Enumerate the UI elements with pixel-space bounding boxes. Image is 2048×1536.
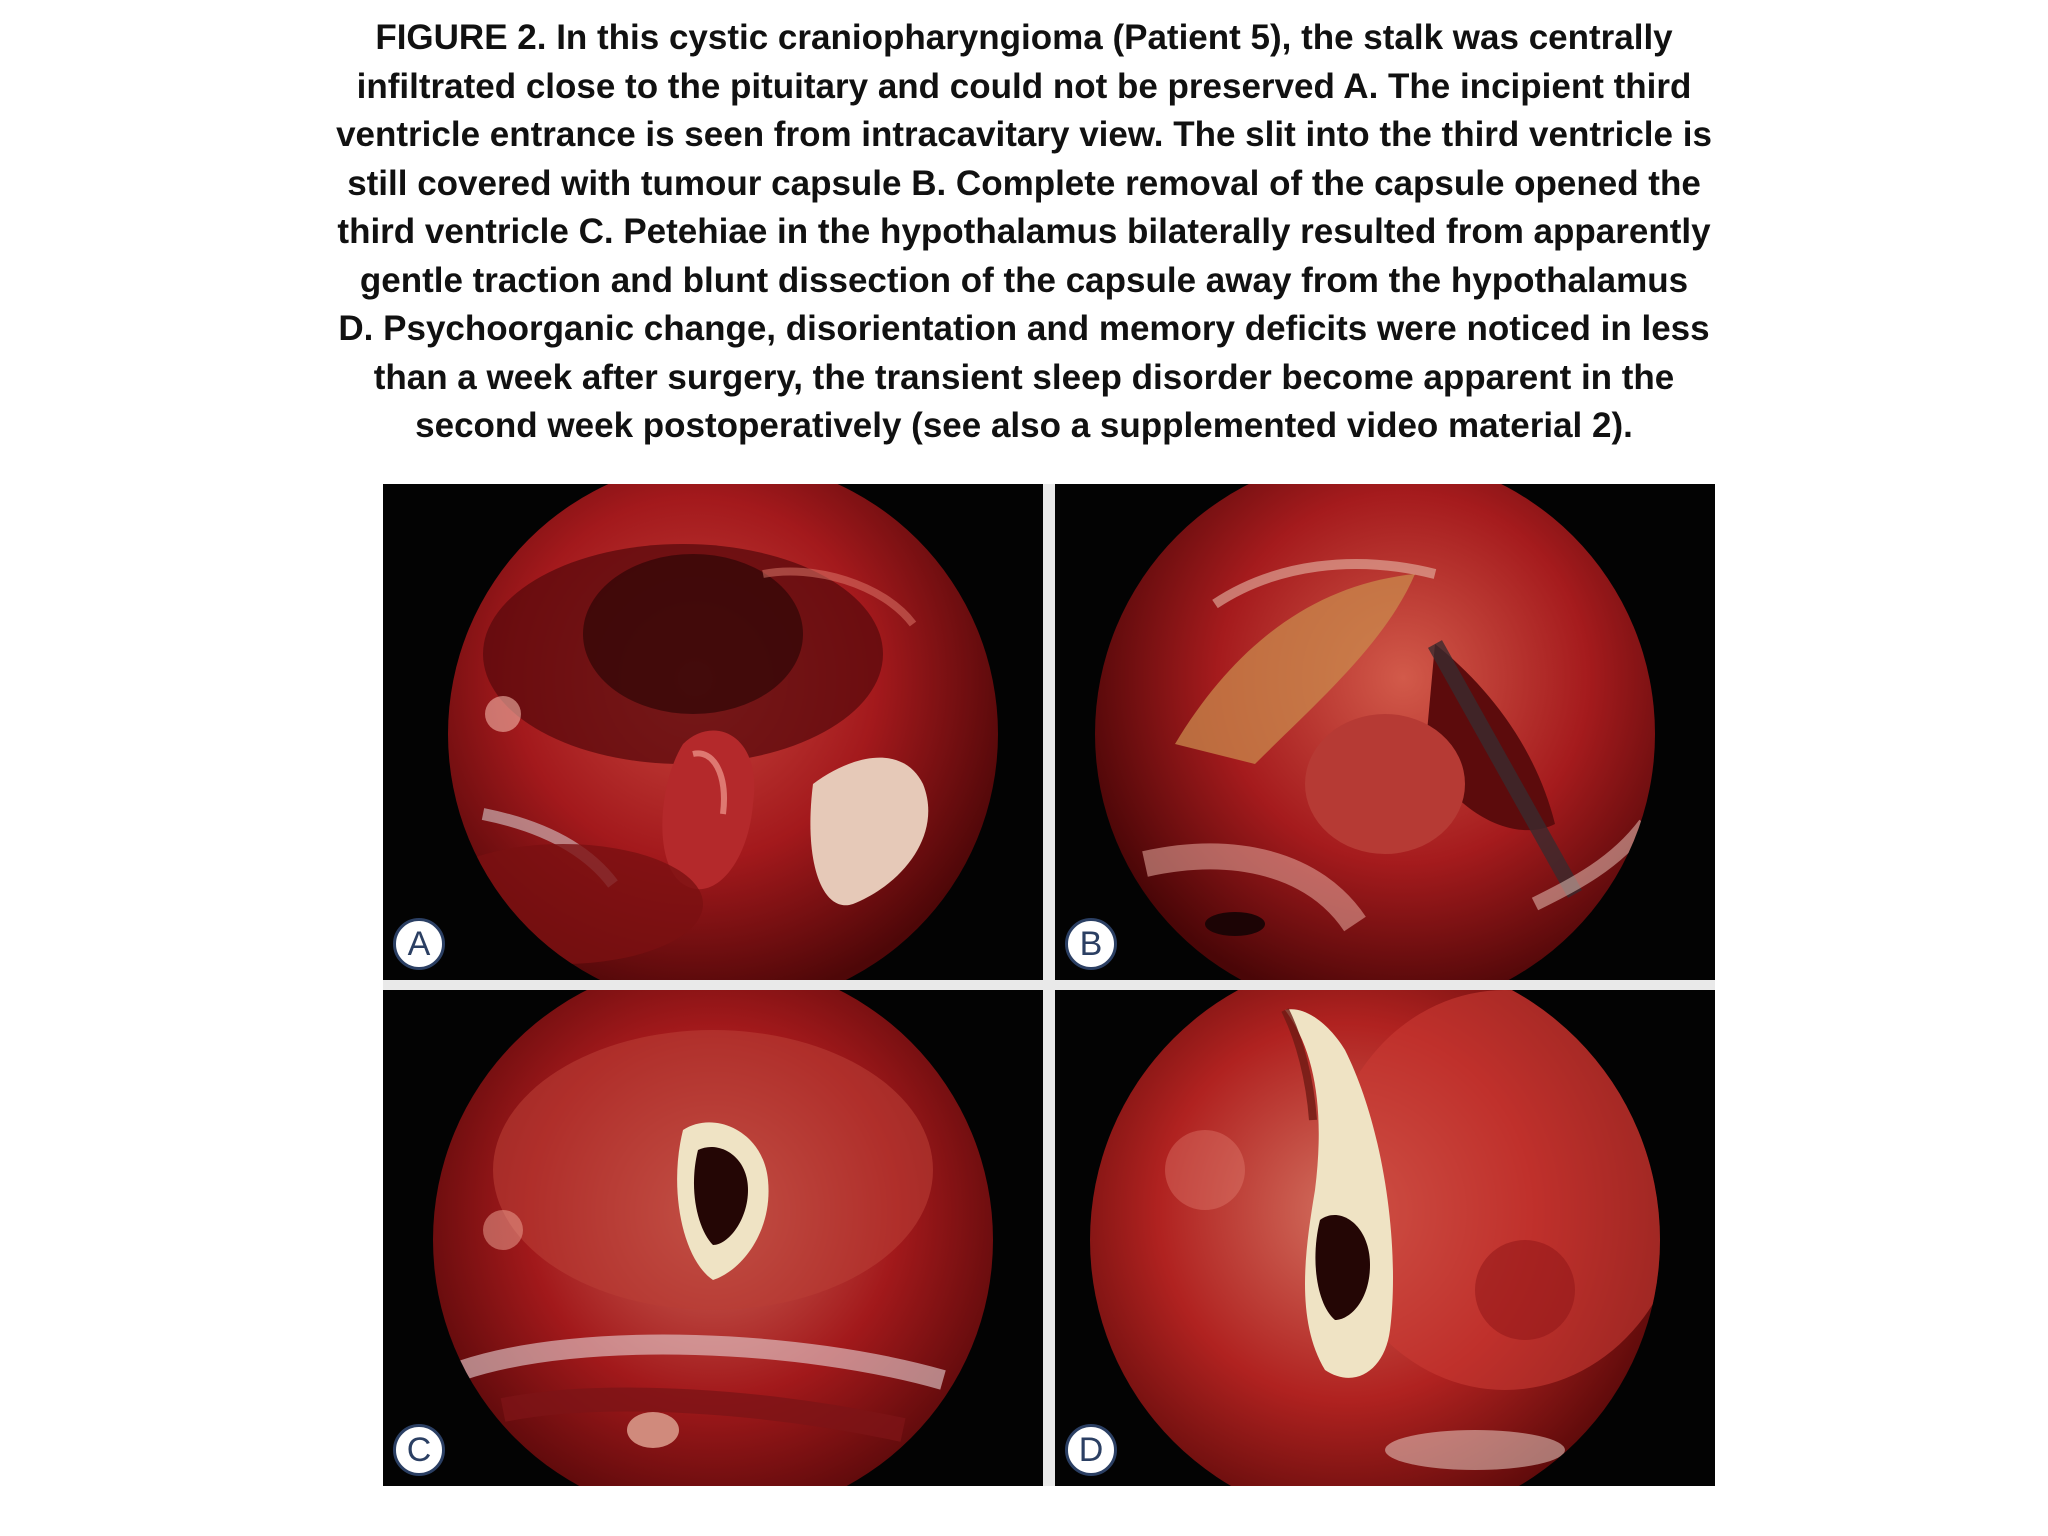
endoscopic-panel-c bbox=[383, 990, 1043, 1486]
caption-line: ventricle entrance is seen from intracavitary view. The slit into the third ventricle is bbox=[336, 115, 1712, 154]
endoscopic-panel-b bbox=[1055, 484, 1715, 980]
panel-label-c: C bbox=[393, 1424, 445, 1476]
panel-label-b: B bbox=[1065, 918, 1117, 970]
endoscopic-image-b bbox=[1055, 484, 1715, 980]
figure-caption bbox=[300, 14, 1748, 451]
caption-line: D. Psychoorganic change, disorientation and memory deficits were noticed in less bbox=[338, 309, 1710, 348]
endoscopic-panel-d bbox=[1055, 990, 1715, 1486]
caption-line: still covered with tumour capsule B. Complete removal of the capsule opened the bbox=[347, 163, 1701, 203]
caption-line: gentle traction and blunt dissection of the capsule away from the hypothalamus bbox=[359, 260, 1689, 300]
figure-panel-grid bbox=[383, 484, 1715, 1486]
caption-line: FIGURE 2. In this cystic craniopharyngioma (Patient 5), the stalk was centrally bbox=[375, 18, 1673, 57]
endoscopic-image-a bbox=[383, 484, 1043, 980]
endoscopic-panel-a bbox=[383, 484, 1043, 980]
caption-line: infiltrated close to the pituitary and could not be preserved A. The incipient third bbox=[356, 66, 1692, 106]
panel-label-a: A bbox=[393, 918, 445, 970]
panel-label-d: D bbox=[1065, 1424, 1117, 1476]
caption-line: second week postoperatively (see also a supplemented video material 2). bbox=[415, 406, 1633, 445]
endoscopic-image-d bbox=[1055, 990, 1715, 1486]
caption-line: than a week after surgery, the transient sleep disorder become apparent in the bbox=[373, 357, 1675, 397]
endoscopic-image-c bbox=[383, 990, 1043, 1486]
caption-line: third ventricle C. Petehiae in the hypothalamus bilaterally resulted from apparently bbox=[337, 212, 1711, 251]
